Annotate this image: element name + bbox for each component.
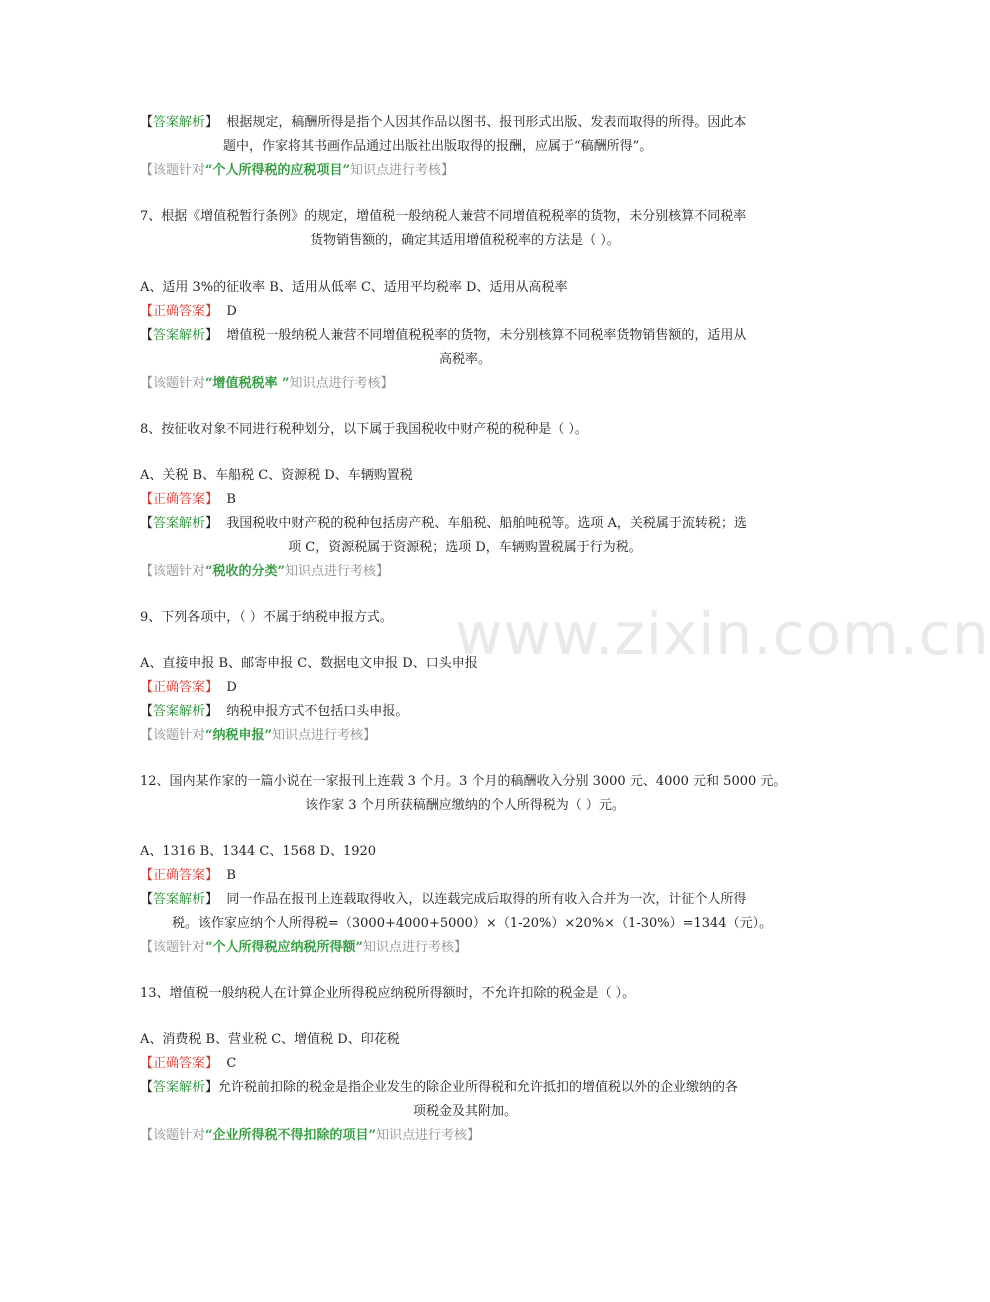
knowledge-point: “增值税税率 ” (205, 376, 290, 391)
correct-answer-line: 【正确答案】 B (140, 868, 236, 883)
analysis-text-cont: 题中，作家将其书画作品通过出版社出版取得的报酬，应属于“稿酬所得”。 (223, 139, 653, 154)
analysis-text-cont: 项 C，资源税属于资源税；选项 D，车辆购置税属于行为税。 (288, 540, 642, 555)
kp-prefix: 该题针对 (153, 376, 206, 391)
question-options: A、直接申报 B、邮寄申报 C、数据电文申报 D、口头申报 (140, 656, 478, 671)
question-stem: 13、增值税一般纳税人在计算企业所得税应纳税所得额时，不允许扣除的税金是（ ）。 (140, 986, 636, 1001)
analysis-line: 【答案解析】 增值税一般纳税人兼营不同增值税税率的货物，未分别核算不同税率货物销售额的，适用从 (140, 328, 747, 343)
analysis-text-cont: 高税率。 (438, 352, 491, 367)
kp-prefix: 该题针对 (153, 163, 206, 178)
watermark-text: www.zixin.com.cn (455, 600, 990, 668)
kp-prefix: 该题针对 (153, 728, 206, 743)
kp-prefix: 该题针对 (153, 1128, 206, 1143)
kp-suffix: 知识点进行考核 (376, 1128, 468, 1143)
analysis-line: 【答案解析】 根据规定，稿酬所得是指个人因其作品以图书、报刊形式出版、发表而取得的所得。因此本 (140, 115, 747, 130)
correct-answer-label: 正确答案 (153, 492, 206, 507)
question-options: A、适用 3%的征收率 B、适用从低率 C、适用平均税率 D、适用从高税率 (140, 280, 568, 295)
analysis-text: 纳税申报方式不包括口头申报。 (226, 704, 409, 719)
correct-answer-value: D (226, 680, 237, 695)
kp-prefix: 该题针对 (153, 564, 206, 579)
knowledge-point-line: 【该题针对“企业所得税不得扣除的项目”知识点进行考核】 (140, 1128, 481, 1143)
analysis-line: 【答案解析】 同一作品在报刊上连载取得收入，以连载完成后取得的所有收入合并为一次，计征个人所得 (140, 892, 747, 907)
correct-answer-value: C (226, 1056, 237, 1071)
correct-answer-label: 正确答案 (153, 680, 206, 695)
knowledge-point: “税收的分类” (205, 564, 285, 579)
question-options: A、消费税 B、营业税 C、增值税 D、印花税 (140, 1032, 400, 1047)
question-stem: 9、下列各项中，（ ）不属于纳税申报方式。 (140, 610, 393, 625)
knowledge-point-line: 【该题针对“个人所得税应纳税所得额”知识点进行考核】 (140, 940, 468, 955)
knowledge-point-line: 【该题针对“个人所得税的应税项目”知识点进行考核】 (140, 163, 455, 178)
correct-answer-value: B (226, 492, 236, 507)
kp-suffix: 知识点进行考核 (363, 940, 455, 955)
question-stem: 8、按征收对象不同进行税种划分，以下属于我国税收中财产税的税种是（ ）。 (140, 422, 588, 437)
question-options: A、1316 B、1344 C、1568 D、1920 (140, 844, 377, 859)
answer-analysis-label: 答案解析 (153, 516, 206, 531)
correct-answer-line: 【正确答案】 C (140, 1056, 237, 1071)
correct-answer-line: 【正确答案】 D (140, 304, 237, 319)
kp-suffix: 知识点进行考核 (289, 376, 381, 391)
analysis-text: 同一作品在报刊上连载取得收入，以连载完成后取得的所有收入合并为一次，计征个人所得 (226, 892, 747, 907)
knowledge-point: “纳税申报” (205, 728, 272, 743)
analysis-text: 根据规定，稿酬所得是指个人因其作品以图书、报刊形式出版、发表而取得的所得。因此本 (226, 115, 747, 130)
analysis-text-cont: 税。该作家应纳个人所得税=（3000+4000+5000）×（1-20%）×20%×（1-30%）=1344（元）。 (172, 916, 773, 931)
question-stem: 7、根据《增值税暂行条例》的规定，增值税一般纳税人兼营不同增值税税率的货物，未分别核算不同税率 (140, 209, 747, 224)
correct-answer-label: 正确答案 (153, 304, 206, 319)
analysis-text: 增值税一般纳税人兼营不同增值税税率的货物，未分别核算不同税率货物销售额的，适用从 (226, 328, 747, 343)
correct-answer-label: 正确答案 (153, 868, 206, 883)
analysis-text-cont: 项税金及其附加。 (412, 1104, 517, 1119)
knowledge-point-line: 【该题针对“税收的分类”知识点进行考核】 (140, 564, 390, 579)
correct-answer-value: B (226, 868, 236, 883)
kp-prefix: 该题针对 (153, 940, 206, 955)
analysis-text: 允许税前扣除的税金是指企业发生的除企业所得税和允许抵扣的增值税以外的企业缴纳的各 (218, 1080, 739, 1095)
answer-analysis-label: 答案解析 (153, 892, 206, 907)
analysis-text: 我国税收中财产税的税种包括房产税、车船税、船舶吨税等。选项 A，关税属于流转税；选 (226, 516, 747, 531)
question-stem-cont: 货物销售额的，确定其适用增值税税率的方法是（ ）。 (310, 233, 620, 248)
correct-answer-line: 【正确答案】 D (140, 680, 237, 695)
answer-analysis-label: 答案解析 (153, 704, 206, 719)
analysis-line: 【答案解析】允许税前扣除的税金是指企业发生的除企业所得税和允许抵扣的增值税以外的企业缴纳的各 (140, 1080, 739, 1095)
correct-answer-label: 正确答案 (153, 1056, 206, 1071)
question-options: A、关税 B、车船税 C、资源税 D、车辆购置税 (140, 468, 413, 483)
correct-answer-value: D (226, 304, 237, 319)
knowledge-point-line: 【该题针对“纳税申报”知识点进行考核】 (140, 728, 377, 743)
knowledge-point: “企业所得税不得扣除的项目” (205, 1128, 376, 1143)
analysis-line: 【答案解析】 纳税申报方式不包括口头申报。 (140, 704, 409, 719)
knowledge-point: “个人所得税的应税项目” (205, 163, 350, 178)
question-stem: 12、国内某作家的一篇小说在一家报刊上连载 3 个月。3 个月的稿酬收入分别 3000 元、4000 元和 5000 元。 (140, 774, 787, 789)
knowledge-point-line: 【该题针对“增值税税率 ”知识点进行考核】 (140, 376, 394, 391)
analysis-line: 【答案解析】 我国税收中财产税的税种包括房产税、车船税、船舶吨税等。选项 A，关税属于流转税；选 (140, 516, 747, 531)
answer-analysis-label: 答案解析 (153, 1080, 206, 1095)
knowledge-point: “个人所得税应纳税所得额” (205, 940, 363, 955)
answer-analysis-label: 答案解析 (153, 328, 206, 343)
kp-suffix: 知识点进行考核 (272, 728, 364, 743)
correct-answer-line: 【正确答案】 B (140, 492, 236, 507)
kp-suffix: 知识点进行考核 (285, 564, 377, 579)
answer-analysis-label: 答案解析 (153, 115, 206, 130)
kp-suffix: 知识点进行考核 (350, 163, 442, 178)
question-stem-cont: 该作家 3 个月所获稿酬应缴纳的个人所得税为（ ）元。 (305, 798, 625, 813)
